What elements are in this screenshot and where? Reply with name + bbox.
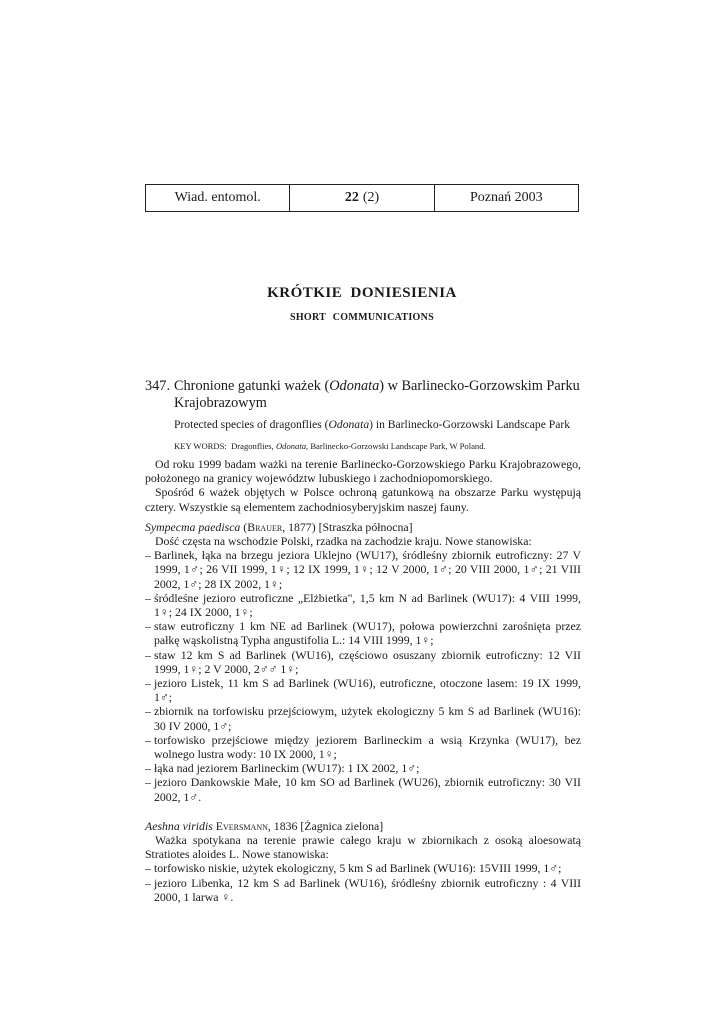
site-item: – śródleśne jezioro eutroficzne „Elżbietka", 1,5 km N ad Barlinek (WU17): 4 VIII 1999, 1♀; 24 IX 2000, 1♀; <box>145 591 581 619</box>
article-body <box>145 457 581 904</box>
journal-name: Wiad. entomol. <box>174 190 261 205</box>
species-section <box>145 520 581 804</box>
article-title-pl <box>174 378 581 412</box>
species-name: Sympecma paedisca <box>145 519 241 534</box>
intro-paragraph-2: Spośród 6 ważek objętych w Polsce ochroną gatunkową na obszarze Parku występują cztery. Wszystkie są elementem zachodniosyberyjskim naszej fauny. <box>145 485 581 514</box>
title-pl-part: ) w Barlinecko-Gorzowskim Parku Krajobrazowym <box>174 378 580 411</box>
section-subtitle: SHORT COMMUNICATIONS <box>289 312 434 323</box>
species-author: Eversmann <box>215 818 268 833</box>
article-number: 347. <box>145 378 171 394</box>
title-en-part: Protected species of dragonflies ( <box>174 418 329 431</box>
species-heading <box>145 520 581 534</box>
species-section <box>145 819 581 904</box>
species-year-polish-name: , 1836 [Żagnica zielona] <box>267 818 384 833</box>
keywords-taxon: Odonata <box>275 441 307 451</box>
keywords-part: , Barlinecko-Gorzowski Landscape Park, W Poland. <box>306 441 486 451</box>
title-pl-taxon: Odonata <box>329 378 380 394</box>
site-item: – jezioro Libenka, 12 km S ad Barlinek (WU16), śródleśny zbiornik eutroficzny : 4 VIII 2000, 1 larwa ♀. <box>145 876 581 904</box>
site-item: – torfowisko niskie, użytek ekologiczny, 5 km S ad Barlinek (WU16): 15VIII 1999, 1♂; <box>145 861 581 875</box>
site-list <box>145 548 581 804</box>
article-title-en <box>174 418 581 432</box>
species-heading <box>145 819 581 833</box>
journal-place-year: Poznań 2003 <box>434 185 578 211</box>
journal-volume-issue <box>289 185 433 211</box>
site-item: – łąka nad jeziorem Barlineckim (WU17): 1 IX 2002, 1♂; <box>145 761 581 775</box>
site-item: – staw eutroficzny 1 km NE ad Barlinek (WU17), połowa powierzchni zarośnięta przez pałkę wąskolistną Typha angustifolia L.: 14 VIII 1999, 1♀; <box>145 619 581 647</box>
site-item: – jezioro Dankowskie Małe, 10 km SO ad Barlinek (WU26), zbiornik eutroficzny: 30 VII 2002, 1♂. <box>145 775 581 803</box>
species-description: Ważka spotykana na terenie prawie całego kraju w zbiornikach z osoką aloesowatą Stratiotes aloides L. Nowe stanowiska: <box>145 833 581 862</box>
site-list <box>145 861 581 904</box>
title-en-taxon: Odonata <box>328 418 370 431</box>
issue-number: (2) <box>362 190 380 205</box>
article-heading <box>145 378 581 412</box>
keywords-part: Dragonflies, <box>231 441 276 451</box>
article <box>145 378 581 904</box>
site-item: – jezioro Listek, 11 km S ad Barlinek (WU16), eutroficzne, otoczone lasem: 19 IX 1999, 1♂; <box>145 676 581 704</box>
title-en-part: ) in Barlinecko-Gorzowski Landscape Park <box>369 418 571 431</box>
species-author: Brauer <box>247 519 283 534</box>
journal-header-box <box>145 184 579 212</box>
section-gap <box>145 804 581 813</box>
species-description: Dość częsta na wschodzie Polski, rzadka na zachodzie kraju. Nowe stanowiska: <box>155 534 532 549</box>
title-pl-part: Chronione gatunki ważek ( <box>174 378 330 394</box>
volume-number: 22 <box>344 190 359 205</box>
site-item: – Barlinek, łąka na brzegu jeziora Uklejno (WU17), śródleśny zbiornik eutroficzny: 27 V 1999, 1♂; 26 VII 1999, 1♀; 12 IX 1999, 1♀; 12 V 2000, 1♂; 20 VIII 2000, 1♂; 21 VIII 2002, 1♂; 28 IX 2002, 1♀; <box>145 548 581 591</box>
species-name: Aeshna viridis <box>145 818 213 833</box>
site-item: – torfowisko przejściowe między jeziorem Barlineckim a wsią Krzynka (WU17), bez wolnego lustra wody: 10 IX 2000, 1♀; <box>145 733 581 761</box>
keywords <box>174 441 581 452</box>
intro-paragraph-1: Od roku 1999 badam ważki na terenie Barlinecko-Gorzowskiego Parku Krajobrazowego, położonego na granicy województw lubuskiego i zachodniopomorskiego. <box>145 457 581 486</box>
species-year-polish-name: , 1877) [Straszka północna] <box>282 519 413 534</box>
site-item: – staw 12 km S ad Barlinek (WU16), częściowo osuszany zbiornik eutroficzny: 12 VII 1999, 1♀; 2 V 2000, 2♂♂ 1♀; <box>145 648 581 676</box>
section-title: KRÓTKIE DONIESIENIA <box>267 285 457 301</box>
site-item: – zbiornik na torfowisku przejściowym, użytek ekologiczny 5 km S ad Barlinek (WU16): 30 IV 2000, 1♂; <box>145 704 581 732</box>
keywords-label: KEY WORDS: <box>174 441 227 451</box>
species-author-prefix: ( <box>240 519 248 534</box>
